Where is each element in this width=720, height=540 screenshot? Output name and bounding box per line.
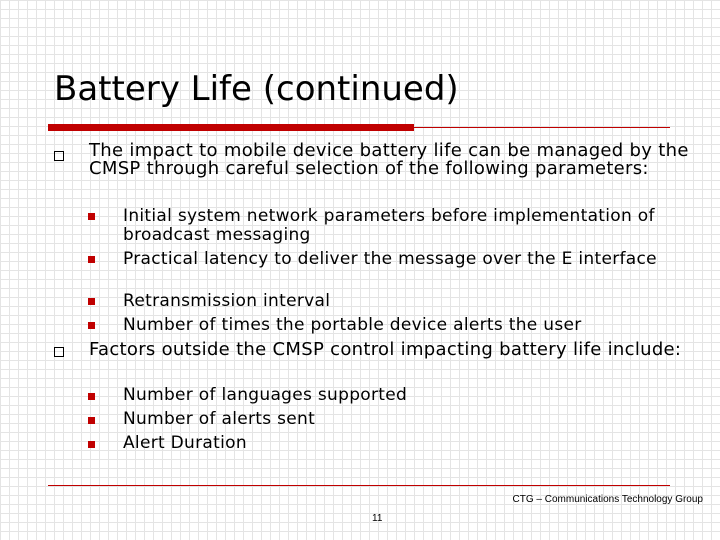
filled-square-icon [88, 322, 95, 329]
sub-bullet-text: Initial system network parameters before implementation of broadcast messaging [123, 206, 655, 245]
filled-square-icon [88, 256, 95, 263]
sub-bullet-text: Number of alerts sent [123, 409, 316, 429]
sub-bullet-text: Retransmission interval [123, 291, 331, 311]
filled-square-icon [88, 393, 95, 400]
filled-square-icon [88, 441, 95, 448]
sub-bullet-text: Number of times the portable device alerts the user [123, 315, 582, 335]
title-underline-thick [48, 124, 414, 131]
filled-square-icon [88, 417, 95, 424]
bullet-text: Factors outside the CMSP control impacting battery life include: [89, 339, 682, 360]
title-underline-thin [414, 127, 670, 128]
filled-square-icon [88, 213, 95, 220]
hollow-square-icon [54, 347, 64, 357]
hollow-square-icon [54, 151, 64, 161]
footer-divider [48, 485, 670, 486]
slide-title: Battery Life (continued) [54, 69, 459, 109]
sub-bullet-text: Number of languages supported [123, 385, 408, 405]
page-number: 11 [372, 513, 383, 524]
footer-organization: CTG – Communications Technology Group [512, 494, 703, 505]
sub-bullet-text: Alert Duration [123, 433, 247, 453]
filled-square-icon [88, 298, 95, 305]
sub-bullet-text: Practical latency to deliver the message over the E interface [123, 249, 657, 269]
bullet-text: The impact to mobile device battery life can be managed by the CMSP through careful selection of the following parameters: [89, 140, 689, 179]
